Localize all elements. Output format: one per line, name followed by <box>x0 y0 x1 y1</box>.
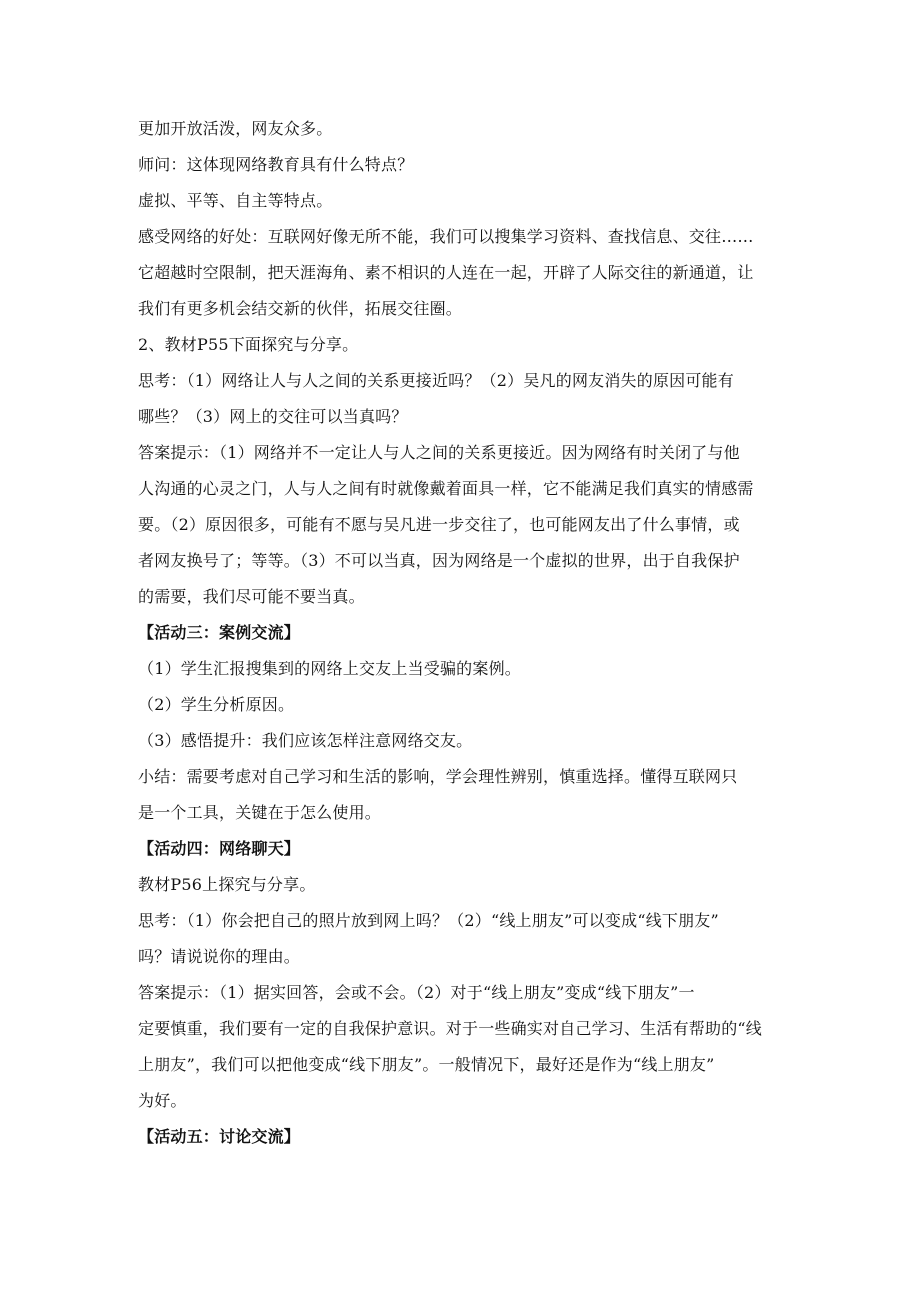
text-line: 哪些？（3）网上的交往可以当真吗？ <box>138 407 408 426</box>
text-line: 是一个工具，关键在于怎么使用。 <box>138 803 382 822</box>
section-heading: 【活动五：讨论交流】 <box>138 1127 301 1146</box>
text-line: 虚拟、平等、自主等特点。 <box>138 191 333 210</box>
text-line: 更加开放活泼，网友众多。 <box>138 119 333 138</box>
text-line: 小结：需要考虑对自己学习和生活的影响，学会理性辨别，慎重选择。懂得互联网只 <box>138 767 738 786</box>
text-line: 师问：这体现网络教育具有什么特点？ <box>138 155 414 174</box>
section-heading: 【活动三：案例交流】 <box>138 623 301 642</box>
text-line: 定要慎重，我们要有一定的自我保护意识。对于一些确实对自己学习、生活有帮助的“线 <box>138 1019 762 1038</box>
text-line: （1）学生汇报搜集到的网络上交友上当受骗的案例。 <box>138 659 521 678</box>
text-line: 上朋友”，我们可以把他变成“线下朋友”。一般情况下，最好还是作为“线上朋友” <box>138 1055 715 1074</box>
text-line: 为好。 <box>138 1091 187 1110</box>
text-line: 者网友换号了；等等。（3）不可以当真，因为网络是一个虚拟的世界，出于自我保护 <box>138 551 740 570</box>
text-line: 的需要，我们尽可能不要当真。 <box>138 587 365 606</box>
document-body <box>138 115 788 1159</box>
text-line: 思考：（1）你会把自己的照片放到网上吗？（2）“线上朋友”可以变成“线下朋友” <box>138 911 719 930</box>
text-line: 感受网络的好处：互联网好像无所不能，我们可以搜集学习资料、查找信息、交往…… <box>138 227 754 246</box>
text-line: （2）学生分析原因。 <box>138 695 295 714</box>
text-line: 答案提示：（1）据实回答，会或不会。（2）对于“线上朋友”变成“线下朋友”一 <box>138 983 695 1002</box>
text-line: 思考：（1）网络让人与人之间的关系更接近吗？（2）吴凡的网友消失的原因可能有 <box>138 371 734 390</box>
text-line: 要。（2）原因很多，可能有不愿与吴凡进一步交往了，也可能网友出了什么事情，或 <box>138 515 740 534</box>
text-line: 2、教材P55下面探究与分享。 <box>138 335 359 354</box>
text-line: 我们有更多机会结交新的伙伴，拓展交往圈。 <box>138 299 463 318</box>
text-line: 吗？请说说你的理由。 <box>138 947 301 966</box>
text-line: （3）感悟提升：我们应该怎样注意网络交友。 <box>138 731 473 750</box>
text-line: 答案提示：（1）网络并不一定让人与人之间的关系更接近。因为网络有时关闭了与他 <box>138 443 740 462</box>
text-line: 它超越时空限制，把天涯海角、素不相识的人连在一起，开辟了人际交往的新通道，让 <box>138 263 754 282</box>
text-line: 教材P56上探究与分享。 <box>138 875 316 894</box>
text-line: 人沟通的心灵之门，人与人之间有时就像戴着面具一样，它不能满足我们真实的情感需 <box>138 479 754 498</box>
section-heading: 【活动四：网络聊天】 <box>138 839 301 858</box>
